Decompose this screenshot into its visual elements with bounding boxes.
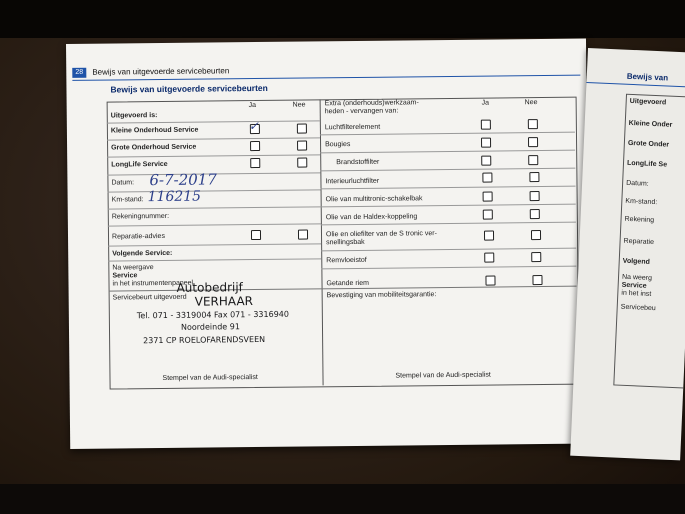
- na-weergave: Na weergave: [112, 264, 154, 272]
- page-number: 28: [72, 68, 86, 78]
- dark-background-top: [0, 0, 685, 38]
- partial-row: Uitgevoerd: [629, 97, 667, 107]
- partial-row: Km-stand:: [625, 197, 658, 207]
- stempel-right: Stempel van de Audi-specialist: [395, 371, 491, 380]
- rem-nee-checkbox[interactable]: [531, 252, 541, 262]
- kmstand-label: Km-stand:: [111, 196, 144, 204]
- bougies-nee-checkbox[interactable]: [528, 137, 538, 147]
- item-remvloeistof: Remvloeistof: [326, 256, 367, 265]
- bevestiging-label: Bevestiging van mobiliteitsgarantie:: [326, 291, 437, 300]
- uitgevoerd-label: Uitgevoerd is:: [110, 112, 158, 120]
- partial-row: Rekening: [624, 215, 655, 225]
- bougies-ja-checkbox[interactable]: [481, 138, 491, 148]
- item-haldex: Olie van de Haldex-koppeling: [325, 213, 418, 222]
- grote-nee-checkbox[interactable]: [297, 140, 307, 150]
- datum-label: Datum:: [111, 179, 135, 187]
- haldex-nee-checkbox[interactable]: [530, 209, 540, 219]
- partial-row: Kleine Onder: [628, 119, 673, 129]
- item-getande-riem: Getande riem: [326, 279, 369, 288]
- partial-row: Grote Onder: [627, 139, 670, 149]
- item-bougies: Bougies: [325, 141, 351, 149]
- item-interieur: Interieurluchtfilter: [325, 177, 380, 186]
- stempel-left: Stempel van de Audi-specialist: [162, 374, 258, 383]
- kmstand-value: 116215: [147, 188, 202, 206]
- item-stronic: Olie en oliefilter van de S tronic ver-: [325, 230, 437, 239]
- uitgevoerd-door: Servicebeurt uitgevoerd: [112, 293, 187, 302]
- running-header: Bewijs van uitgevoerde servicebeurten: [92, 66, 230, 77]
- grote-ja-checkbox[interactable]: [250, 141, 260, 151]
- riem-nee-checkbox[interactable]: [532, 275, 542, 285]
- partial-row: Volgend: [622, 257, 650, 266]
- kleine-nee-checkbox[interactable]: [297, 123, 307, 133]
- multitronic-ja-checkbox[interactable]: [483, 192, 493, 202]
- item-multitronic: Olie van multitronic-schakelbak: [325, 195, 423, 204]
- luchtfilter-nee-checkbox[interactable]: [528, 119, 538, 129]
- stronic-nee-checkbox[interactable]: [531, 230, 541, 240]
- rem-ja-checkbox[interactable]: [484, 253, 494, 263]
- col-no-right: Nee: [524, 99, 538, 107]
- interieur-nee-checkbox[interactable]: [529, 172, 539, 182]
- item-stronic-cont: snellingsbak: [326, 238, 365, 247]
- section-title: Bewijs van uitgevoerde servicebeurten: [110, 82, 268, 95]
- stamp-line3: Tel. 071 - 3319004 Fax 071 - 3316940: [136, 309, 289, 321]
- luchtfilter-ja-checkbox[interactable]: [481, 120, 491, 130]
- longlife-ja-checkbox[interactable]: [250, 158, 260, 168]
- rekening-label: Rekeningnummer:: [111, 212, 170, 221]
- haldex-ja-checkbox[interactable]: [483, 210, 493, 220]
- reparatie-label: Reparatie-advies: [111, 232, 165, 241]
- service-label: Service: [112, 272, 138, 280]
- longlife-nee-checkbox[interactable]: [297, 157, 307, 167]
- row-kleine: Kleine Onderhoud Service: [110, 126, 199, 135]
- brandstof-nee-checkbox[interactable]: [528, 155, 538, 165]
- volgende-label: Volgende Service:: [112, 249, 173, 258]
- row-longlife: LongLife Service: [111, 160, 168, 169]
- partial-rule: [586, 82, 685, 88]
- extra-title-2: heden - vervangen van:: [324, 107, 399, 116]
- reparatie-nee-checkbox[interactable]: [298, 229, 308, 239]
- dark-background-bottom: [0, 484, 685, 514]
- stamp-line4: Noordeinde 91: [180, 322, 240, 332]
- partial-row: in het inst: [621, 289, 652, 298]
- partial-row: Na weerg: [621, 273, 653, 283]
- col-yes: Ja: [248, 102, 257, 110]
- interieur-ja-checkbox[interactable]: [482, 173, 492, 183]
- stamp-line1: Autobedrijf: [176, 280, 243, 295]
- partial-header: Bewijs van: [626, 71, 669, 83]
- multitronic-nee-checkbox[interactable]: [530, 191, 540, 201]
- next-page-partial: [570, 48, 685, 460]
- stamp-line5: 2371 CP ROELOFARENDSVEEN: [143, 334, 266, 346]
- service-booklet-page: [66, 39, 590, 449]
- riem-ja-checkbox[interactable]: [485, 276, 495, 286]
- reparatie-ja-checkbox[interactable]: [251, 230, 261, 240]
- item-luchtfilter: Luchtfilterelement: [324, 123, 381, 132]
- partial-row: LongLife Se: [626, 159, 668, 169]
- item-brandstoffilter: Brandstoffilter: [336, 158, 380, 167]
- brandstof-ja-checkbox[interactable]: [481, 156, 491, 166]
- instrument-label: in het instrumentenpaneel: [112, 279, 194, 288]
- col-no: Nee: [292, 101, 306, 109]
- row-grote: Grote Onderhoud Service: [111, 143, 197, 152]
- stronic-ja-checkbox[interactable]: [484, 231, 494, 241]
- partial-row: Service: [621, 281, 647, 290]
- partial-row: Datum:: [625, 179, 649, 188]
- extra-title-1: Extra (onderhouds)werkzaam-: [324, 99, 419, 108]
- datum-value: 6-7-2017: [149, 170, 217, 190]
- partial-row: Reparatie: [623, 237, 655, 247]
- stamp-line2: VERHAAR: [194, 294, 254, 309]
- col-yes-right: Ja: [481, 99, 490, 107]
- check-mark-icon: ✓: [248, 118, 260, 134]
- partial-row: Servicebeu: [620, 303, 656, 313]
